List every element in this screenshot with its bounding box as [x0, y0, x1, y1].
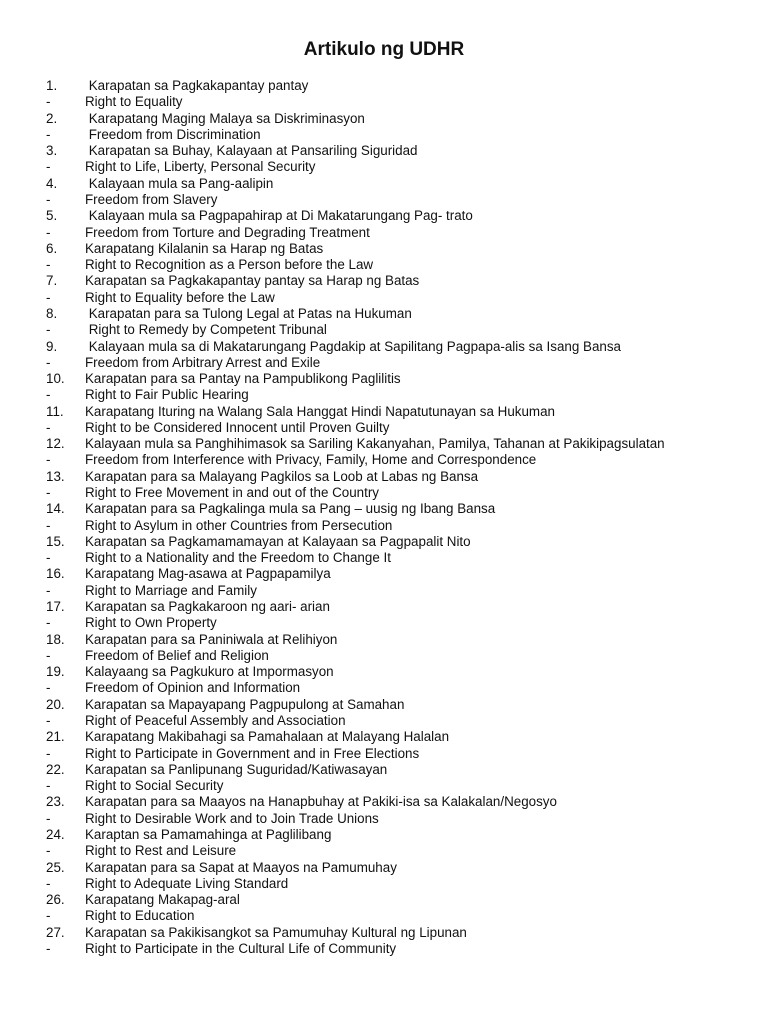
- article-row-filipino: [46, 664, 736, 680]
- article-row-english: [46, 941, 736, 957]
- article-title-filipino: Karapatang Kilalanin sa Harap ng Batas: [85, 240, 324, 256]
- article-title-english: Right to Participate in Government and in Free Elections: [85, 745, 420, 761]
- dash-marker: -: [46, 485, 51, 501]
- article-row-filipino: [46, 794, 736, 810]
- article-row-filipino: [46, 404, 736, 420]
- article-row-filipino: [46, 925, 736, 941]
- article-row-filipino: [46, 208, 736, 224]
- article-title-filipino: Karaptan sa Pamamahinga at Paglilibang: [85, 826, 332, 842]
- article-number: 18.: [46, 631, 65, 647]
- article-row-english: [46, 290, 736, 306]
- article-title-english: Freedom of Opinion and Information: [85, 680, 301, 696]
- dash-marker: -: [46, 159, 51, 175]
- dash-marker: -: [46, 94, 51, 110]
- article-title-filipino: Karapatan para sa Maayos na Hanapbuhay at Pakiki-isa sa Kalakalan/Negosyo: [85, 794, 557, 810]
- article-number: 7.: [46, 273, 58, 289]
- dash-marker: -: [46, 712, 51, 728]
- article-number: 4.: [46, 175, 58, 191]
- dash-marker: -: [46, 354, 51, 370]
- article-number: 17.: [46, 599, 65, 614]
- dash-marker: -: [46, 680, 51, 696]
- dash-marker: -: [46, 908, 51, 924]
- article-row-filipino: [46, 339, 736, 355]
- article-row-filipino: [46, 501, 736, 517]
- article-row-english: [46, 192, 736, 208]
- article-title-english: Right to a Nationality and the Freedom to Change It: [85, 550, 391, 566]
- article-title-filipino: Karapatang Makapag-aral: [85, 892, 240, 908]
- article-row-english: [46, 550, 736, 566]
- dash-marker: -: [46, 810, 51, 826]
- article-row-english: [46, 908, 736, 924]
- article-row-english: [46, 746, 736, 762]
- article-row-english: [46, 452, 736, 468]
- dash-marker: -: [46, 843, 51, 859]
- article-title-filipino: Karapatan para sa Malayang Pagkilos sa Loob at Labas ng Bansa: [85, 468, 479, 484]
- article-row-english: [46, 127, 736, 143]
- dash-marker: -: [46, 452, 51, 468]
- article-number: 26.: [46, 892, 65, 908]
- article-row-english: [46, 778, 736, 794]
- article-row-english: [46, 387, 736, 403]
- article-title-filipino: Karapatan sa Pagkakaroon ng aari- arian: [85, 599, 330, 614]
- article-row-english: [46, 518, 736, 534]
- article-title-english: Right to Own Property: [85, 615, 217, 631]
- article-title-english: Right to Equality: [85, 94, 183, 110]
- article-row-english: [46, 680, 736, 696]
- article-row-english: [46, 876, 736, 892]
- dash-marker: -: [46, 778, 51, 794]
- article-title-english: Right to Equality before the Law: [85, 289, 275, 305]
- dash-marker: -: [46, 647, 51, 663]
- article-number: 23.: [46, 794, 65, 810]
- article-row-filipino: [46, 729, 736, 745]
- article-row-filipino: [46, 371, 736, 387]
- article-number: 14.: [46, 501, 65, 517]
- article-row-filipino: [46, 241, 736, 257]
- dash-marker: -: [46, 322, 51, 338]
- article-title-english: Right to Free Movement in and out of the Country: [85, 485, 380, 501]
- article-title-filipino: Karapatan sa Pagkakapantay pantay sa Harap ng Batas: [85, 273, 420, 289]
- article-number: 3.: [46, 143, 58, 159]
- article-title-filipino: Karapatan sa Mapayapang Pagpupulong at Samahan: [85, 696, 405, 712]
- article-title-filipino: Karapatan para sa Paniniwala at Relihiyon: [85, 631, 338, 647]
- article-row-english: [46, 257, 736, 273]
- dash-marker: -: [46, 257, 51, 273]
- article-number: 1.: [46, 78, 58, 93]
- article-title-english: Right to Rest and Leisure: [85, 843, 237, 859]
- article-row-filipino: [46, 111, 736, 127]
- article-row-filipino: [46, 697, 736, 713]
- article-title-english: Right to Adequate Living Standard: [85, 875, 289, 891]
- dash-marker: -: [46, 387, 51, 403]
- article-row-filipino: [46, 306, 736, 322]
- article-number: 12.: [46, 436, 65, 452]
- article-number: 27.: [46, 924, 65, 940]
- article-row-english: [46, 225, 736, 241]
- article-row-filipino: [46, 469, 736, 485]
- article-title-english: Freedom of Belief and Religion: [85, 647, 269, 663]
- article-title-english: Right to Remedy by Competent Tribunal: [85, 322, 327, 338]
- article-number: 15.: [46, 533, 65, 549]
- article-row-english: [46, 843, 736, 859]
- article-title-filipino: Karapatan sa Buhay, Kalayaan at Pansariling Siguridad: [85, 143, 418, 159]
- article-title-filipino: Kalayaan mula sa Pagpapahirap at Di Makatarungang Pag- trato: [85, 208, 473, 224]
- article-title-filipino: Kalayaan mula sa di Makatarungang Pagdakip at Sapilitang Pagpapa-alis sa Isang Bansa: [85, 338, 621, 354]
- article-row-filipino: [46, 143, 736, 159]
- article-number: 19.: [46, 664, 65, 680]
- article-row-english: [46, 713, 736, 729]
- article-number: 16.: [46, 566, 65, 582]
- article-title-filipino: Karapatan sa Pakikisangkot sa Pamumuhay Kultural ng Lipunan: [85, 924, 467, 940]
- article-number: 22.: [46, 761, 65, 777]
- article-title-filipino: Karapatan sa Pagkakapantay pantay: [85, 78, 309, 93]
- document-title: Artikulo ng UDHR: [303, 39, 465, 60]
- article-title-english: Right to Desirable Work and to Join Trade Unions: [85, 810, 379, 826]
- article-number: 24.: [46, 826, 65, 842]
- article-title-filipino: Karapatan sa Panlipunang Suguridad/Katiwasayan: [85, 761, 388, 777]
- article-row-filipino: [46, 534, 736, 550]
- article-number: 21.: [46, 729, 65, 745]
- article-number: 8.: [46, 305, 58, 321]
- article-title-filipino: Karapatang Mag-asawa at Pagpapamilya: [85, 566, 331, 582]
- article-title-english: Freedom from Discrimination: [85, 126, 261, 142]
- article-row-filipino: [46, 78, 736, 94]
- dash-marker: -: [46, 191, 51, 207]
- article-title-english: Freedom from Slavery: [85, 191, 218, 207]
- dash-marker: -: [46, 745, 51, 761]
- article-number: 11.: [46, 403, 64, 419]
- article-row-english: [46, 615, 736, 631]
- article-row-english: [46, 648, 736, 664]
- article-row-filipino: [46, 176, 736, 192]
- dash-marker: -: [46, 940, 51, 956]
- article-title-filipino: Kalayaang sa Pagkukuro at Impormasyon: [85, 664, 334, 680]
- article-title-english: Right to Participate in the Cultural Life of Community: [85, 940, 397, 956]
- dash-marker: -: [46, 126, 51, 142]
- article-title-filipino: Karapatan sa Pagkamamamayan at Kalayaan sa Pagpapalit Nito: [85, 533, 471, 549]
- article-title-english: Right to be Considered Innocent until Proven Guilty: [85, 419, 390, 435]
- article-title-english: Freedom from Interference with Privacy, Family, Home and Correspondence: [85, 452, 537, 468]
- article-row-english: [46, 94, 736, 110]
- article-title-filipino: Karapatang Ituring na Walang Sala Hanggat Hindi Napatutunayan sa Hukuman: [85, 403, 555, 419]
- article-row-filipino: [46, 273, 736, 289]
- article-title-english: Right to Social Security: [85, 778, 224, 794]
- dash-marker: -: [46, 875, 51, 891]
- article-number: 10.: [46, 371, 65, 387]
- article-row-english: [46, 485, 736, 501]
- dash-marker: -: [46, 289, 51, 305]
- article-title-english: Right to Fair Public Hearing: [85, 387, 249, 403]
- article-row-english: [46, 322, 736, 338]
- article-title-filipino: Karapatan para sa Pantay na Pampublikong Paglilitis: [85, 371, 401, 387]
- dash-marker: -: [46, 582, 51, 598]
- article-title-english: Freedom from Arbitrary Arrest and Exile: [85, 354, 321, 370]
- article-title-english: Right to Marriage and Family: [85, 582, 257, 598]
- dash-marker: -: [46, 550, 51, 566]
- article-row-filipino: [46, 762, 736, 778]
- article-title-english: Right to Life, Liberty, Personal Security: [85, 159, 316, 175]
- article-row-filipino: [46, 860, 736, 876]
- article-number: 5.: [46, 208, 58, 224]
- article-title-filipino: Karapatan para sa Pagkalinga mula sa Pang – uusig ng Ibang Bansa: [85, 501, 496, 517]
- article-list: [46, 78, 736, 957]
- article-number: 25.: [46, 859, 65, 875]
- article-row-filipino: [46, 892, 736, 908]
- article-row-english: [46, 159, 736, 175]
- article-title-filipino: Karapatang Maging Malaya sa Diskriminasyon: [85, 110, 365, 126]
- article-row-filipino: [46, 632, 736, 648]
- article-number: 6.: [46, 240, 58, 256]
- article-number: 9.: [46, 338, 58, 354]
- article-row-filipino: [46, 566, 736, 582]
- article-title-english: Freedom from Torture and Degrading Treatment: [85, 224, 370, 240]
- dash-marker: -: [46, 615, 51, 631]
- article-title-english: Right to Recognition as a Person before the Law: [85, 257, 374, 273]
- article-number: 20.: [46, 696, 65, 712]
- article-row-filipino: [46, 827, 736, 843]
- dash-marker: -: [46, 224, 51, 240]
- article-title-filipino: Karapatang Makibahagi sa Pamahalaan at Malayang Halalan: [85, 729, 450, 745]
- article-row-filipino: [46, 599, 736, 615]
- article-title-english: Right to Education: [85, 908, 195, 924]
- article-title-filipino: Karapatan para sa Tulong Legal at Patas na Hukuman: [85, 305, 412, 321]
- article-row-english: [46, 420, 736, 436]
- article-row-english: [46, 355, 736, 371]
- article-title-english: Right to Asylum in other Countries from Persecution: [85, 517, 393, 533]
- article-number: 13.: [46, 468, 65, 484]
- article-title-filipino: Kalayaan mula sa Pang-aalipin: [85, 175, 274, 191]
- article-row-filipino: [46, 436, 736, 452]
- article-row-english: [46, 811, 736, 827]
- article-title-filipino: Karapatan para sa Sapat at Maayos na Pamumuhay: [85, 859, 397, 875]
- article-title-filipino: Kalayaan mula sa Panghihimasok sa Sariling Kakanyahan, Pamilya, Tahanan at Pakikipagsulatan: [85, 436, 665, 452]
- article-title-english: Right of Peaceful Assembly and Association: [85, 712, 346, 728]
- dash-marker: -: [46, 517, 51, 533]
- article-number: 2.: [46, 110, 58, 126]
- article-row-english: [46, 583, 736, 599]
- dash-marker: -: [46, 419, 51, 435]
